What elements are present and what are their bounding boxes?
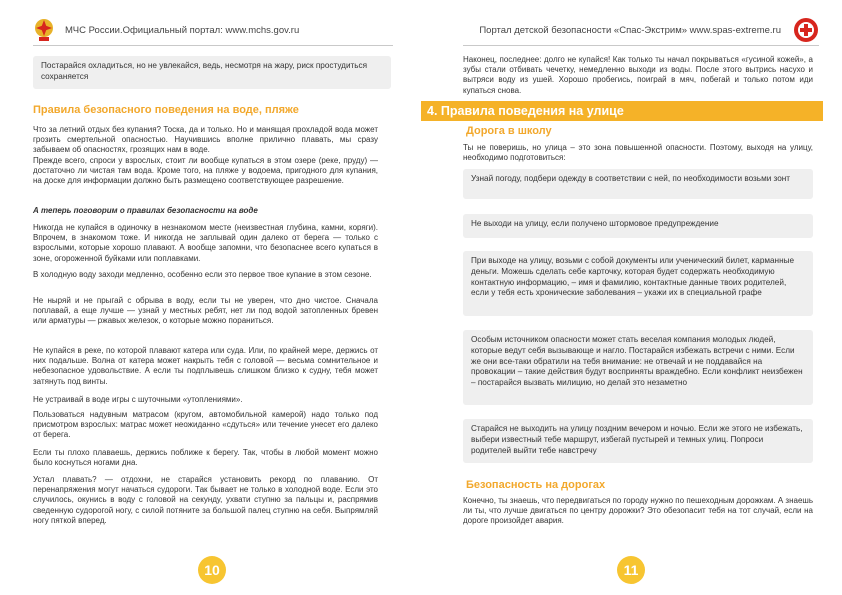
left-header (33, 17, 393, 43)
street-section-band: 4. Правила поведения на улице (421, 101, 823, 121)
right-header-text: Портал детской безопасности «Спас-Экстрим» www.spas-extreme.ru (479, 24, 781, 36)
rule-item: Не устраивай в воде игры с шуточными «утоплениями». (33, 395, 243, 404)
rule-item: Устал плавать? — отдохни, не старайся установить рекорд по плаванию. От перенапряжения могут начаться судороги. Так бывает не только в холодной воде. Если это случилось, окунись в воду с головой на секунду, ухвати ступню за пальцы и, распрямив сведенную судорогой ногу, с силой потяните за большой палец ступню на себя. Выпрямляй ногу пяткой вперед. (33, 475, 378, 525)
spas-extreme-logo-icon (793, 17, 819, 43)
paragraph: Что за летний отдых без купания? Тоска, да и только. Но и манящая прохладой вода может грозить смертельной опасностью. Научившись вполне прилично плавать, мы сразу забываем об опасностях, грозящих нам в воде. (33, 125, 378, 155)
page-number-right: 11 (617, 556, 645, 584)
paragraph: Наконец, последнее: долго не купайся! Как только ты начал покрываться «гусиной кожей», а зубы стали отбивать чечетку, немедленно выходи из воды. После этого вытрись насухо и вытряси воду из ушей. Хорошо пробегись, поиграй в мяч, побегай и только потом иди купаться снова. (463, 55, 813, 95)
street-tip-text: Особым источником опасности может стать веселая компания молодых людей, которые ведут себя вызывающе и нагло. Постарайся избежать встречи с ними. Если же они все-таки обратили на тебя внимание: не отвечай и не поддавайся на провокации – такие действия будут восприняты враждебно. Если конфликт неизбежен – постарайся вызвать милицию, но делай это незаметно (471, 335, 803, 388)
right-header (463, 17, 819, 43)
street-tip-box (463, 330, 813, 405)
rule-item: Не ныряй и не прыгай с обрыва в воду, если ты не уверен, что дно чистое. Сначала поплавай, а еще лучше — узнай у местных ребят, нет ли под водой затопленных бревен или арматуры — ржавых железок, о которые можно пораниться. (33, 296, 378, 326)
street-tip-text: Узнай погоду, подбери одежду в соответствии с ней, по необходимости возьми зонт (471, 174, 791, 183)
rule-item: Пользоваться надувным матрасом (кругом, автомобильной камерой) надо только под присмотром взрослых: матрас может неожиданно «сдуться» или течение унесет его далеко от берега. (33, 410, 378, 440)
right-header-divider (463, 45, 819, 46)
street-tip-box (463, 169, 813, 199)
paragraph: Конечно, ты знаешь, что передвигаться по городу нужно по пешеходным дорожкам. А знаешь ли ты, что лучше двигаться по центру дорожки? Это обезопасит тебя на тот случай, если на дороге произойдет авария. (463, 496, 814, 526)
water-section-title: Правила безопасного поведения на воде, пляже (33, 104, 299, 116)
rule-item: Если ты плохо плаваешь, держись поближе к берегу. Так, чтобы в любой момент можно было коснуться ногами дна. (33, 448, 378, 468)
paragraph: Прежде всего, спроси у взрослых, стоит ли вообще купаться в этом озере (реке, пруду) — достаточно ли чистая там вода. Кроме того, на пляже у водоема, пригодного для купания, на доске для информации должно быть размещено соответствующее разрешение. (33, 156, 378, 186)
right-page (421, 0, 842, 595)
street-tip-text: Старайся не выходить на улицу поздним вечером и ночью. Если же этого не избежать, выбери известный тебе маршрут, избегай пустырей и темных улиц. Попроси родителей выйти тебе навстречу (471, 424, 803, 455)
road-safety-subtitle: Безопасность на дорогах (466, 479, 606, 491)
rule-item: В холодную воду заходи медленно, особенно если это первое твое купание в этом сезоне. (33, 270, 372, 279)
left-top-tip-box (33, 56, 391, 89)
rule-item: Никогда не купайся в одиночку в незнакомом месте (неизвестная глубина, камни, коряги). Впрочем, в знакомом тоже. И никогда не заплывай один далеко от берега — только с взрослыми, которые хорошо плавают. А вообще запомни, что безопаснее всего купаться в зоне, огороженной буйками или поплавками. (33, 223, 378, 263)
left-top-tip-text: Постарайся охладиться, но не увлекайся, ведь, несмотря на жару, риск простудиться сохраняется (41, 61, 368, 81)
street-tip-box (463, 419, 813, 463)
street-tip-box (463, 251, 813, 316)
street-tip-box (463, 214, 813, 238)
page-number-left: 10 (198, 556, 226, 584)
rules-subheading: А теперь поговорим о правилах безопасности на воде (33, 206, 258, 215)
school-road-subtitle: Дорога в школу (466, 125, 552, 137)
street-tip-text: Не выходи на улицу, если получено штормовое предупреждение (471, 219, 719, 228)
street-tip-text: При выходе на улицу, возьми с собой документы или ученический билет, карманные деньги. Можешь сделать себе карточку, которая будет содержать необходимую контактную информацию, – имя и фамилию, контактные данные твоих родителей, если у тебя есть хронические заболевания – укажи их в специальной графе (471, 256, 795, 298)
rule-item: Не купайся в реке, по которой плавают катера или суда. Или, по крайней мере, держись от них подальше. Волна от катера может накрыть тебя с головой — весьма сомнительное и небезопасное удовольствие. А если ты подплывешь слишком близко к судну, тебя может затянуть под винты. (33, 346, 378, 386)
left-header-divider (33, 45, 393, 46)
paragraph: Ты не поверишь, но улица – это зона повышенной опасности. Поэтому, выходя на улицу, необходимо подготовиться: (463, 143, 813, 163)
left-header-text: МЧС России.Официальный портал: www.mchs.gov.ru (65, 24, 300, 36)
mchs-emblem-icon (33, 17, 55, 43)
